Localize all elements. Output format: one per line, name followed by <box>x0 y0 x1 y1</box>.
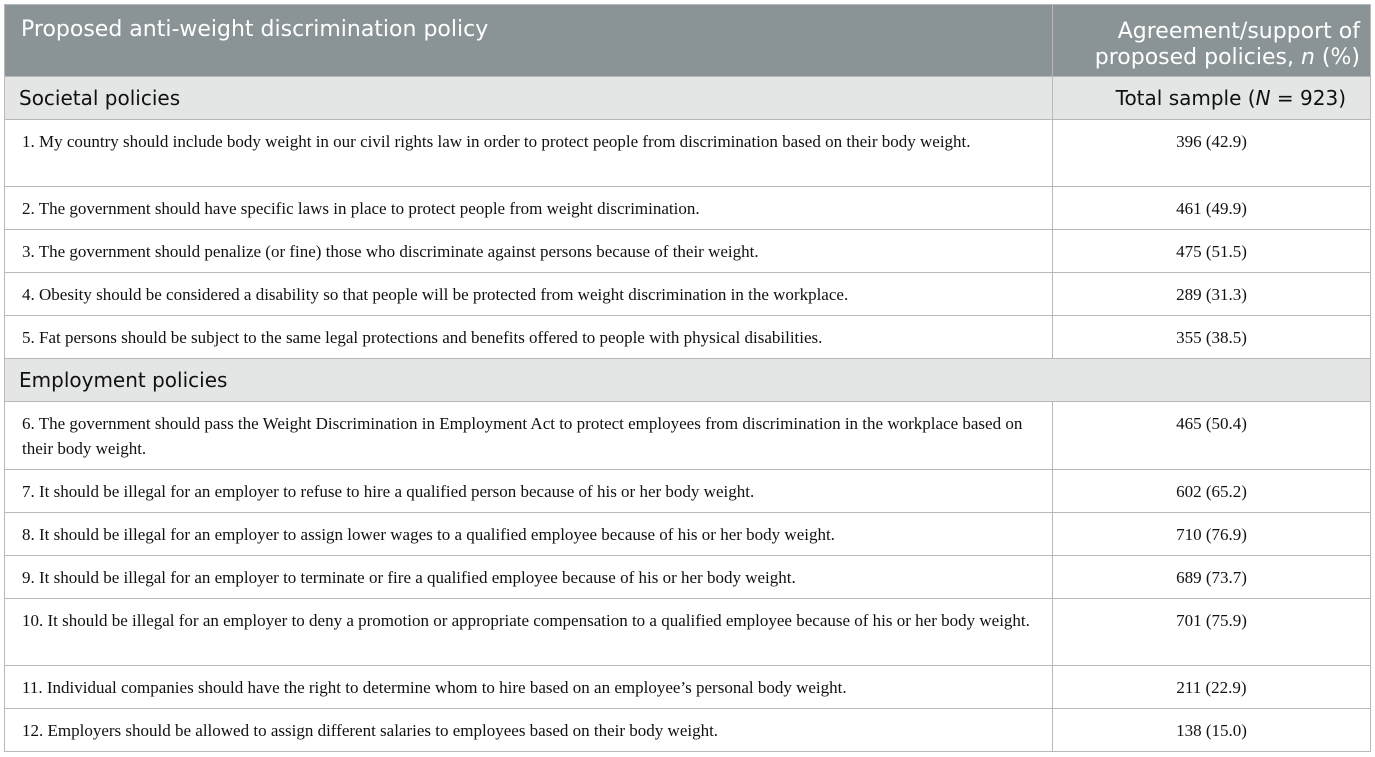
policy-value: 602 (65.2) <box>1053 470 1371 513</box>
policy-text: 3. The government should penalize (or fine) those who discriminate against persons because of their weight. <box>5 230 1053 273</box>
table-row <box>5 402 1371 470</box>
policy-table-container <box>4 4 1370 752</box>
policy-value: 710 (76.9) <box>1053 513 1371 556</box>
section-row-employment <box>5 359 1371 402</box>
policy-value: 138 (15.0) <box>1053 709 1371 752</box>
section-title-employment: Employment policies <box>5 359 1371 402</box>
policy-value: 475 (51.5) <box>1053 230 1371 273</box>
policy-value: 461 (49.9) <box>1053 187 1371 230</box>
total-sample-pre: Total sample ( <box>1115 86 1256 110</box>
header-agreement-line2-pre: proposed policies, <box>1094 45 1301 70</box>
table-row <box>5 230 1371 273</box>
section-title-societal: Societal policies <box>5 77 1053 120</box>
table-row <box>5 599 1371 666</box>
policy-value: 396 (42.9) <box>1053 120 1371 187</box>
header-policy: Proposed anti-weight discrimination policy <box>5 5 1053 77</box>
table-row <box>5 709 1371 752</box>
policy-text: 7. It should be illegal for an employer to refuse to hire a qualified person because of his or her body weight. <box>5 470 1053 513</box>
section-total-sample <box>1053 77 1371 120</box>
table-row <box>5 513 1371 556</box>
policy-value: 355 (38.5) <box>1053 316 1371 359</box>
policy-text: 6. The government should pass the Weight Discrimination in Employment Act to protect employees from discrimination in the workplace based on their body weight. <box>5 402 1053 470</box>
policy-text: 4. Obesity should be considered a disability so that people will be protected from weight discrimination in the workplace. <box>5 273 1053 316</box>
total-sample-var: N <box>1255 86 1271 110</box>
policy-table <box>4 4 1371 752</box>
header-agreement <box>1053 5 1371 77</box>
policy-value: 211 (22.9) <box>1053 666 1371 709</box>
section-row-societal <box>5 77 1371 120</box>
table-row <box>5 273 1371 316</box>
header-agreement-line2-post: (%) <box>1314 45 1360 70</box>
policy-value: 689 (73.7) <box>1053 556 1371 599</box>
table-row <box>5 556 1371 599</box>
table-header-row <box>5 5 1371 77</box>
policy-text: 9. It should be illegal for an employer to terminate or fire a qualified employee because of his or her body weight. <box>5 556 1053 599</box>
policy-text: 11. Individual companies should have the right to determine whom to hire based on an employee’s personal body weight. <box>5 666 1053 709</box>
table-row <box>5 120 1371 187</box>
policy-text: 2. The government should have specific laws in place to protect people from weight discrimination. <box>5 187 1053 230</box>
policy-text: 5. Fat persons should be subject to the same legal protections and benefits offered to people with physical disabilities. <box>5 316 1053 359</box>
policy-value: 465 (50.4) <box>1053 402 1371 470</box>
policy-text: 10. It should be illegal for an employer to deny a promotion or appropriate compensation to a qualified employee because of his or her body weight. <box>5 599 1053 666</box>
policy-text: 1. My country should include body weight in our civil rights law in order to protect people from discrimination based on their body weight. <box>5 120 1053 187</box>
policy-value: 701 (75.9) <box>1053 599 1371 666</box>
table-row <box>5 470 1371 513</box>
total-sample-post: = 923) <box>1270 86 1346 110</box>
header-agreement-line1: Agreement/support of <box>1117 19 1360 44</box>
table-row <box>5 316 1371 359</box>
table-row <box>5 666 1371 709</box>
policy-text: 8. It should be illegal for an employer to assign lower wages to a qualified employee because of his or her body weight. <box>5 513 1053 556</box>
header-agreement-var: n <box>1300 45 1315 70</box>
table-row <box>5 187 1371 230</box>
policy-text: 12. Employers should be allowed to assign different salaries to employees based on their body weight. <box>5 709 1053 752</box>
policy-value: 289 (31.3) <box>1053 273 1371 316</box>
